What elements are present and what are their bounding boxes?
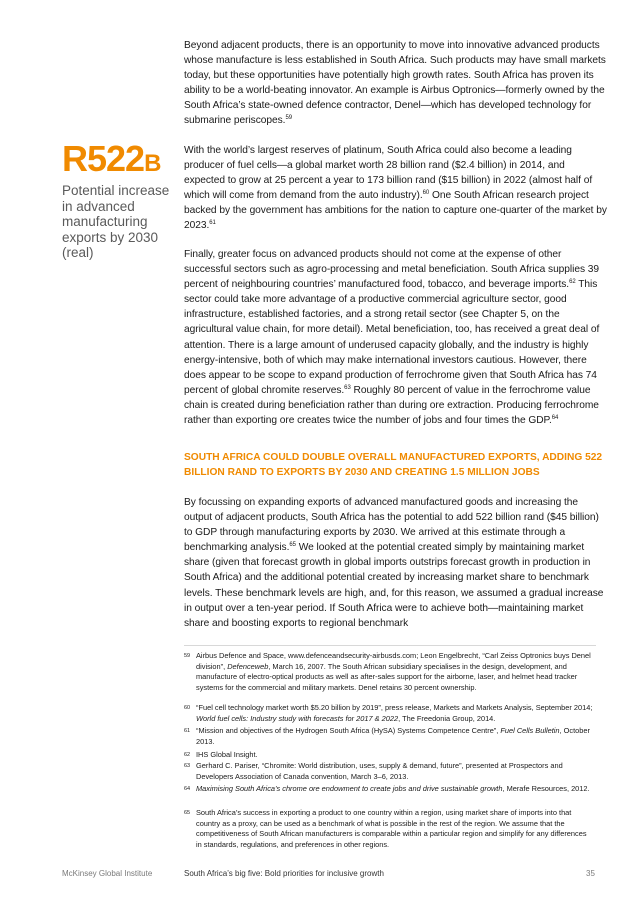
footnote-text: Gerhard C. Pariser, “Chromite: World distribution, uses, supply & demand, future”, presented at Prospectors and Developers Association of Canada convention, March 3–6, 2013. [196,761,563,781]
footnote-text: South Africa’s success in exporting a product to one country within a region, using market share of imports into that country as a proxy, can be used as a benchmark of what is possible in the rest of the region. We assume that the competitiveness of South African manufacturers is comparable within a particular region and simplify for any differences in standards, regulations, and preferences in other regions. [196,808,587,849]
section-heading: SOUTH AFRICA COULD DOUBLE OVERALL MANUFACTURED EXPORTS, ADDING 522 BILLION RAND TO EXPORTS BY 2030 AND CREATING 1.5 MILLION JOBS [184,452,603,479]
footnote-text: IHS Global Insight. [196,750,258,759]
footnote-ref: 61 [209,220,216,227]
callout-label: Potential increase in advanced manufacturing exports by 2030 (real) [62,183,170,260]
footnote-number: 63 [184,763,191,769]
callout-number: R522 [62,138,145,179]
footer-publisher: McKinsey Global Institute [62,869,153,878]
callout-unit: B [144,150,161,177]
footnote-ref: 65 [289,542,296,549]
footnote-ref: 59 [285,115,293,122]
footnote-text: “Mission and objectives of the Hydrogen South Africa (HySA) Systems Competence Centre”, Fuel Cells Bulletin, October 2013. [196,726,590,746]
footer-report-title: South Africa’s big five: Bold priorities for inclusive growth [184,869,384,878]
footnote-ref: 64 [551,415,559,422]
callout-value [62,140,172,183]
footnote-number: 62 [184,752,191,758]
footnote-ref: 63 [344,384,351,391]
footnote-number: 65 [184,810,191,816]
callout [62,140,172,261]
footnote-text: “Fuel cell technology market worth $5.20 billion by 2019”, press release, Markets and Markets Analysis, September 2014; World fuel cells: Industry study with forecasts for 2017 & 2022, The Freedonia Group, 2014. [196,703,593,723]
footnote-text: Airbus Defence and Space, www.defenceandsecurity-airbusds.com; Leon Engelbrecht, “Carl Zeiss Optronics buys Denel division”, Defenceweb, March 16, 2007. The South African subsidiary specialises in the design, development, and manufacture of electro-optical products as well as after-sales support for the airborne, laser, and helmet head tracker systems for the commercial and military markets. Denel retains 30 percent ownership. [196,651,591,692]
footnote-ref: 62 [569,279,576,286]
footnote-divider [184,645,596,646]
footnote-number: 60 [184,705,191,711]
paragraph-3: Finally, greater focus on advanced products should not come at the expense of other successful sectors such as agro-processing and metal beneficiation. South Africa supplies 39 percent of neighbouring countries’ manufactured food, tobacco, and beverage imports.$^{62}$ This sector could take more advantage of a productive commercial agriculture sector, good infrastructure, established factories, and a strong retail sector (see Chapter 5, on the agricultural value chain, for more detail). Metal beneficiation, too, has received a great deal of attention. There is a large amount of underused capacity globally, and the industry is highly energy-intensive, both of which may make international investors cautious. However, there does appear to be scope to expand production of ferrochrome given that South Africa has 74 percent of global chromite reserves.$^{63}$ Roughly 80 percent of value in the ferrochrome value chain is created during beneficiation rather than during ore extraction. Producing ferrochrome rather than exporting ore creates twice the number of jobs and four times the GDP.$^{64}$ [184,249,600,427]
paragraph-4: By focussing on expanding exports of advanced manufactured goods and increasing the output of adjacent products, South Africa has the potential to add 522 billion rand ($45 billion) to GDP through manufacturing exports by 2030. We arrived at this estimate through a benchmarking analysis.$^{65}$ We looked at the potential created simply by maintaining market share (given that forecast growth in global imports outstrips forecast growth in production in South Africa) and the additional potential created by increasing market share to benchmark levels. These benchmark levels are high, and, for this reason, we assumed a gradual increase in output over a ten-year period. If South Africa were to achieve both—maintaining market share and boosting exports to regional benchmark [184,497,604,629]
page-number: 35 [586,869,595,878]
paragraph-2: With the world’s largest reserves of platinum, South Africa could also become a leading producer of fuel cells—a global market worth 28 billion rand ($2.4 billion) in 2014, and expected to grow at 25 percent a year to 173 billion rand ($15 billion) in 2022 (almost half of which will come from demand from the auto industry).$^{60}$ One South African research project backed by the government has ambitions for the nation to capture one-quarter of the market by 2023.61 [184,145,607,232]
footnote-number: 64 [184,786,191,792]
footnote-ref: 60 [422,190,430,197]
paragraph-1: Beyond adjacent products, there is an opportunity to move into innovative advanced products whose manufacture is less established in South Africa. Such products may have small markets today, but these opportunities have potentially high growth rates. South Africa has proven its ability to be a world-beating innovator. An example is Airbus Optronics—formerly owned by the South Africa’s state-owned defence contractor, Denel—which has developed technology for submarine periscopes.$^{59}$ [184,40,606,127]
footnote-number: 61 [184,728,191,734]
footnote-number: 59 [184,653,191,659]
footnote-text: Maximising South Africa’s chrome ore endowment to create jobs and drive sustainable growth, Merafe Resources, 2012. [196,784,590,793]
